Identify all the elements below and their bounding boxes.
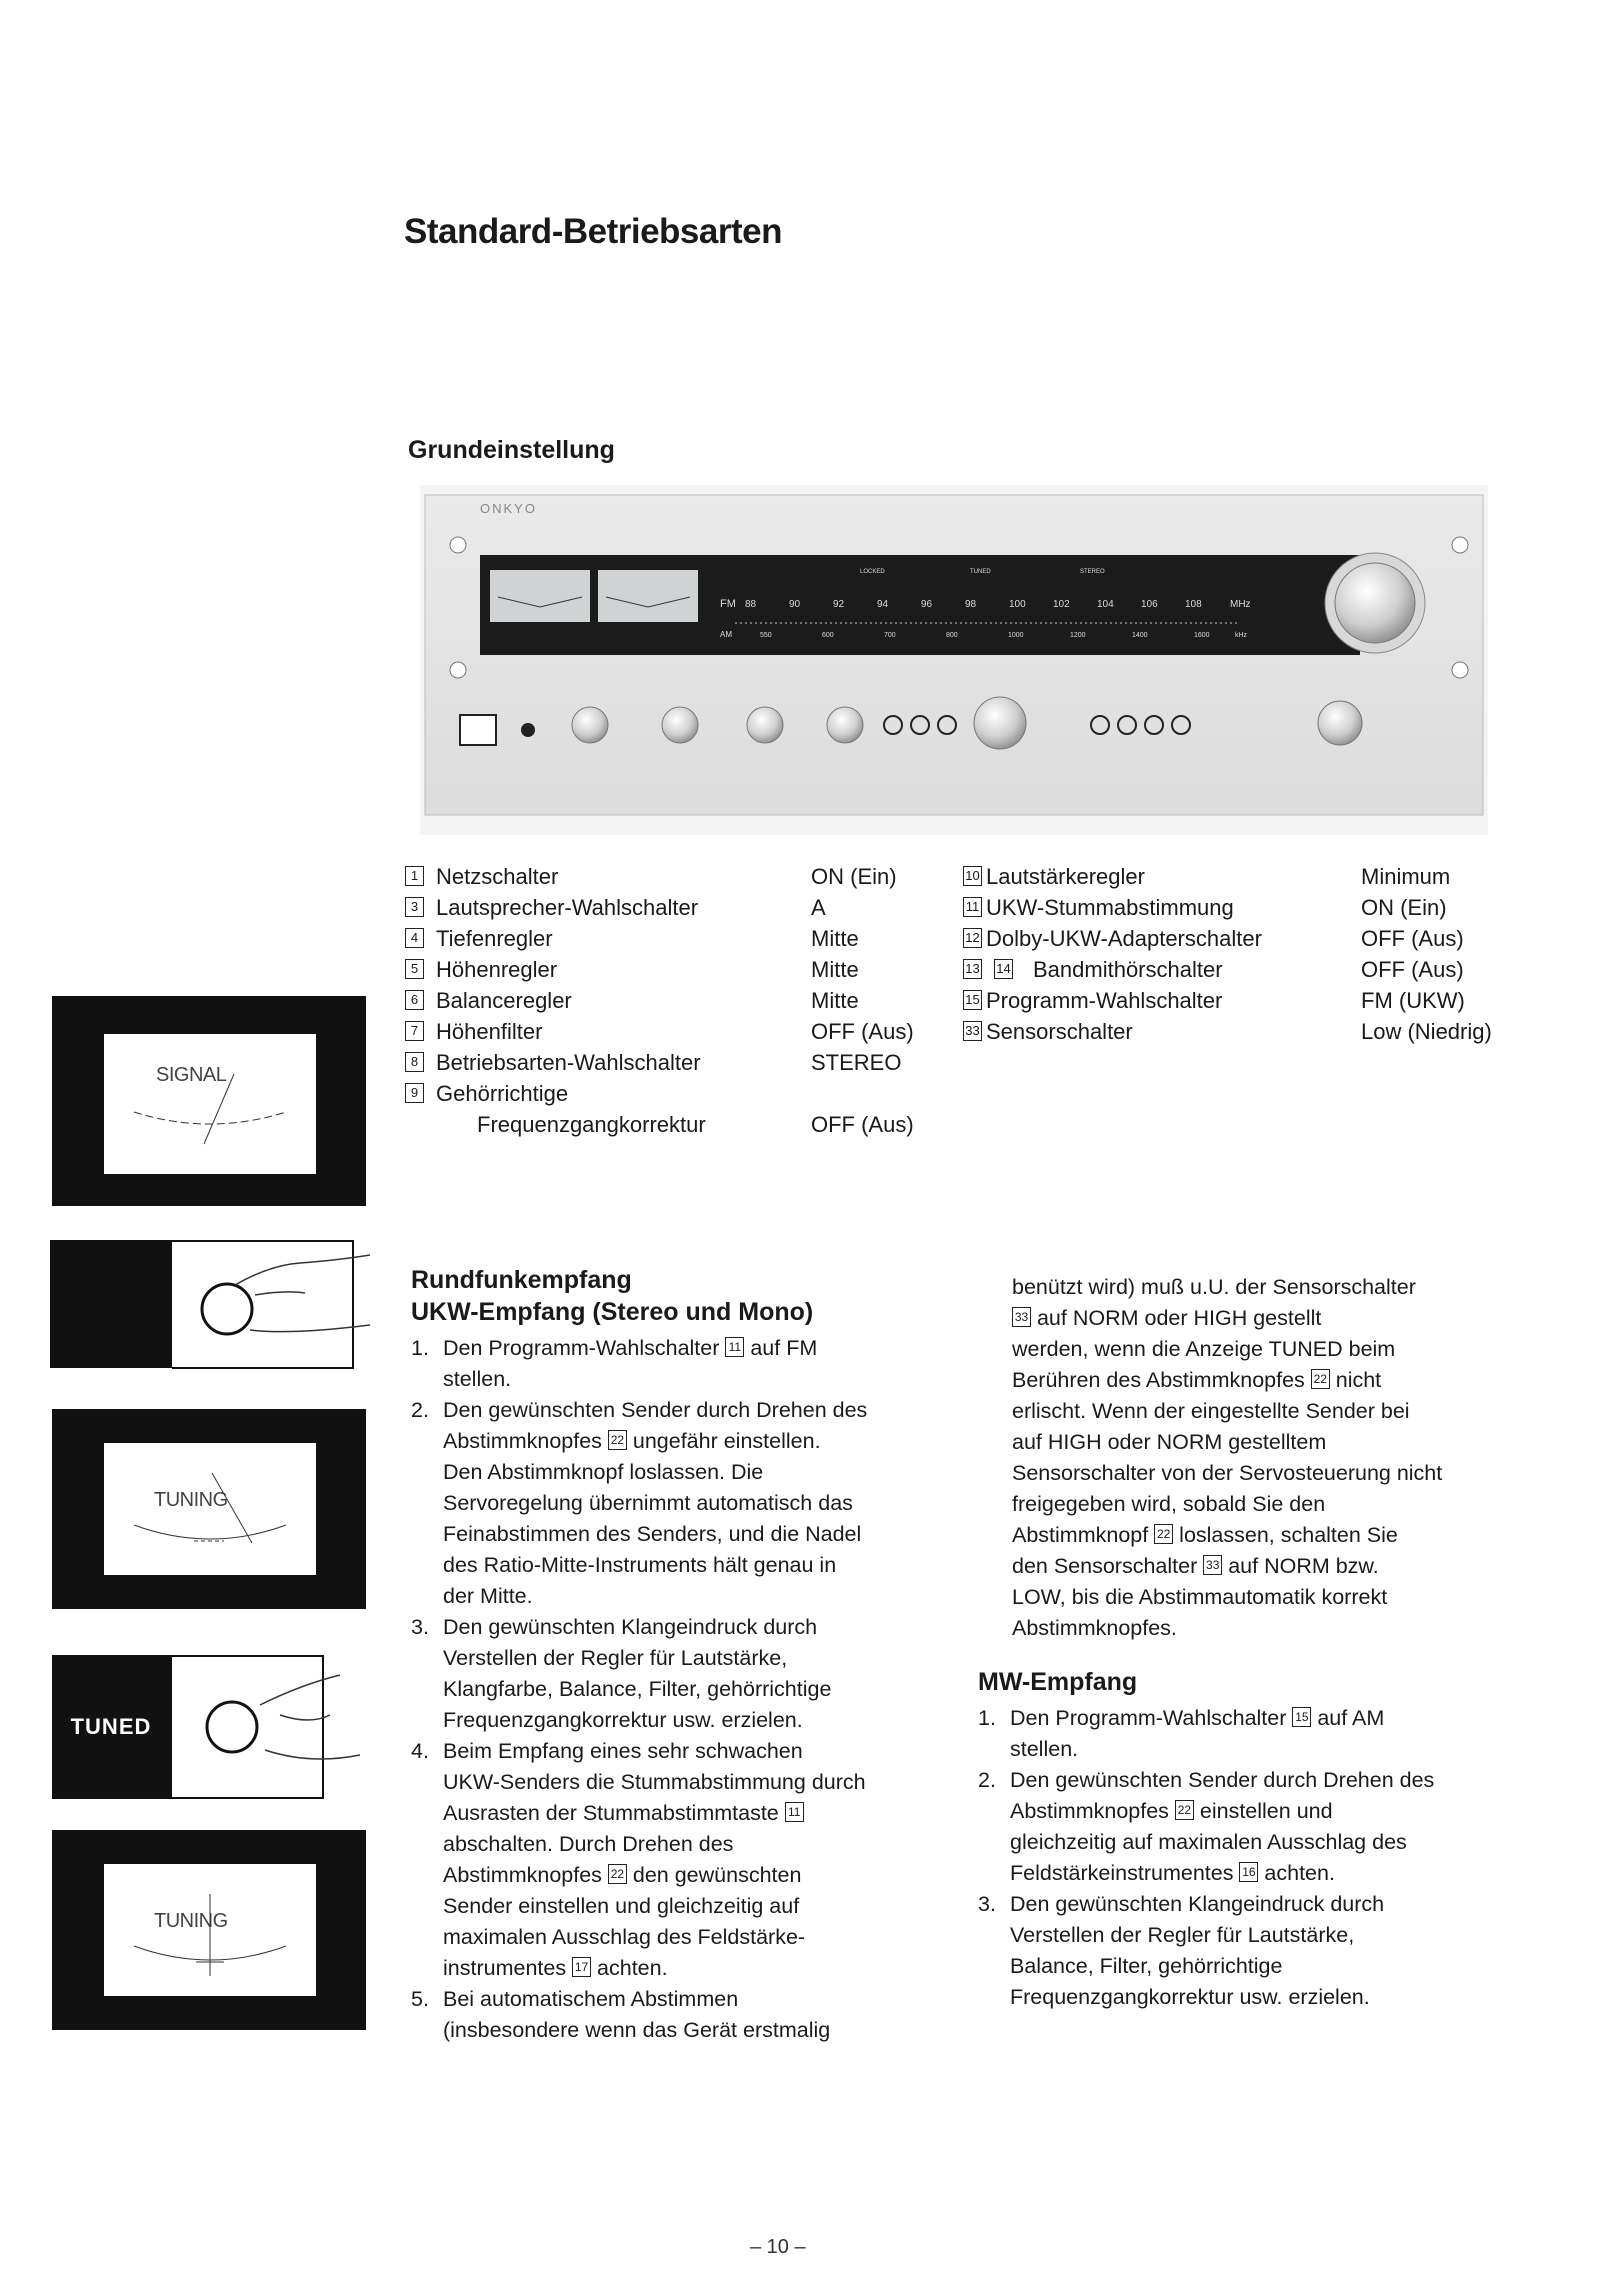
setting-label: Balanceregler bbox=[436, 988, 572, 1013]
step-item bbox=[411, 1984, 951, 2046]
setting-value: OFF (Aus) bbox=[1361, 957, 1464, 982]
indicator-label: STEREO bbox=[1080, 569, 1105, 575]
step-line: maximalen Ausschlag des Feldstärke- bbox=[443, 1925, 806, 1949]
fm-scale-label: 90 bbox=[789, 599, 801, 610]
step-line: gleichzeitig auf maximalen Ausschlag des bbox=[1010, 1830, 1407, 1854]
fm-scale-label: 100 bbox=[1009, 599, 1026, 610]
step-line: Den Abstimmknopf loslassen. Die bbox=[443, 1460, 764, 1484]
continuation-line: auf HIGH oder NORM gestelltem bbox=[1012, 1430, 1327, 1454]
reference-number-box: 33 bbox=[963, 1021, 982, 1041]
setting-label: Frequenzgangkorrektur bbox=[477, 1112, 706, 1137]
reference-number-box: 14 bbox=[994, 959, 1013, 979]
step-number: 5. bbox=[411, 1987, 429, 2011]
continuation-line: freigegeben wird, sobald Sie den bbox=[1012, 1492, 1326, 1516]
indicator-label: LOCKED bbox=[860, 569, 885, 575]
hand-touch-illustration bbox=[170, 1655, 370, 1799]
step-number: 1. bbox=[978, 1706, 996, 1730]
reference-number-box: 22 bbox=[1154, 1524, 1173, 1544]
step-line: Bei automatischem Abstimmen bbox=[443, 1987, 739, 2011]
setting-label: Höhenfilter bbox=[436, 1019, 543, 1044]
step-line: Verstellen der Regler für Lautstärke, bbox=[1010, 1923, 1355, 1947]
continuation-line: Berühren des Abstimmknopfes 22 nicht bbox=[1012, 1368, 1382, 1392]
reference-number-box: 9 bbox=[405, 1083, 424, 1103]
setting-label: Lautstärkeregler bbox=[986, 864, 1145, 889]
step-line: instrumentes 17 achten. bbox=[443, 1956, 668, 1980]
step-item bbox=[411, 1736, 951, 1984]
treble-knob bbox=[747, 707, 783, 743]
am-scale-label: 550 bbox=[760, 632, 772, 639]
setting-value: Minimum bbox=[1361, 864, 1451, 889]
signal-meter bbox=[104, 1034, 316, 1174]
am-scale-label: 1000 bbox=[1008, 632, 1024, 639]
step-line: Den Programm-Wahlschalter 15 auf AM bbox=[1010, 1706, 1385, 1730]
dial-fm-label: FM bbox=[720, 598, 736, 610]
step-line: Abstimmknopfes 22 einstellen und bbox=[1010, 1799, 1333, 1823]
settings-list-left bbox=[405, 861, 935, 1140]
reference-number-box: 15 bbox=[1292, 1707, 1311, 1727]
continuation-line: werden, wenn die Anzeige TUNED beim bbox=[1012, 1337, 1396, 1361]
setting-row bbox=[405, 892, 935, 923]
step-line: Verstellen der Regler für Lautstärke, bbox=[443, 1646, 788, 1670]
step-line: Den gewünschten Sender durch Drehen des bbox=[1010, 1768, 1435, 1792]
continuation-line: den Sensorschalter 33 auf NORM bzw. bbox=[1012, 1554, 1379, 1578]
tuning-meter-1 bbox=[104, 1443, 316, 1575]
am-scale-label: 600 bbox=[822, 632, 834, 639]
balance-knob bbox=[827, 707, 863, 743]
step-number: 2. bbox=[978, 1768, 996, 1792]
am-scale-label: 800 bbox=[946, 632, 958, 639]
selector-knob bbox=[1318, 701, 1362, 745]
step-line: Ausrasten der Stummabstimmtaste 11 bbox=[443, 1798, 951, 1829]
setting-label: Bandmithörschalter bbox=[1033, 957, 1223, 982]
mw-steps-list bbox=[978, 1703, 1538, 2013]
step-line: UKW-Senders die Stummabstimmung durch bbox=[443, 1770, 866, 1794]
continuation-line: LOW, bis die Abstimmautomatik korrekt bbox=[1012, 1585, 1388, 1609]
reference-number-box: 13 bbox=[963, 959, 982, 979]
step-line: Den Programm-Wahlschalter 11 auf FM bbox=[443, 1336, 818, 1360]
setting-row bbox=[405, 985, 935, 1016]
fm-scale-label: 96 bbox=[921, 599, 933, 610]
setting-row bbox=[405, 1047, 935, 1078]
reference-number-box: 22 bbox=[1311, 1369, 1330, 1389]
setting-row bbox=[405, 954, 935, 985]
page-number: – 10 – bbox=[750, 2236, 806, 2258]
tuning-meter-label-2: TUNING bbox=[154, 1910, 228, 1932]
indicator-label: TUNED bbox=[970, 569, 991, 575]
setting-label: Programm-Wahlschalter bbox=[986, 988, 1223, 1013]
tuned-indicator: TUNED bbox=[52, 1655, 170, 1799]
receiver-illustration bbox=[420, 485, 1488, 835]
setting-value: Low (Niedrig) bbox=[1361, 1019, 1492, 1044]
brand-logo: ONKYO bbox=[480, 501, 537, 516]
reference-number-box: 8 bbox=[405, 1052, 424, 1072]
am-scale-label: 700 bbox=[884, 632, 896, 639]
reference-number-box: 22 bbox=[1175, 1800, 1194, 1820]
setting-row bbox=[405, 1109, 935, 1140]
setting-value: ON (Ein) bbox=[811, 864, 897, 889]
heading-ukw-empfang: UKW-Empfang (Stereo und Mono) bbox=[411, 1298, 814, 1326]
ukw-step5-continuation bbox=[1012, 1272, 1552, 1644]
step-line: Den gewünschten Klangeindruck durch bbox=[443, 1615, 818, 1639]
fm-scale-label: 94 bbox=[877, 599, 889, 610]
tuning-meter-panel-2 bbox=[52, 1830, 366, 2030]
step-line: des Ratio-Mitte-Instruments hält genau in bbox=[443, 1553, 837, 1577]
step-line: stellen. bbox=[1010, 1737, 1079, 1761]
step-line: Klangfarbe, Balance, Filter, gehörrichtige bbox=[443, 1677, 832, 1701]
fm-unit: MHz bbox=[1230, 599, 1251, 610]
setting-label: UKW-Stummabstimmung bbox=[986, 895, 1234, 920]
reference-number-box: 17 bbox=[572, 1957, 591, 1977]
bass-knob bbox=[662, 707, 698, 743]
setting-row bbox=[405, 1016, 935, 1047]
step-item bbox=[978, 1703, 1538, 1765]
fm-scale-label: 102 bbox=[1053, 599, 1070, 610]
fm-scale-label: 104 bbox=[1097, 599, 1114, 610]
setting-value: STEREO bbox=[811, 1050, 902, 1075]
reference-number-box: 7 bbox=[405, 1021, 424, 1041]
fm-scale-label: 88 bbox=[745, 599, 757, 610]
settings-list-right bbox=[963, 861, 1533, 1047]
signal-meter-panel bbox=[52, 996, 366, 1206]
continuation-line: benützt wird) muß u.U. der Sensorschalter bbox=[1012, 1275, 1416, 1299]
fm-scale-label: 108 bbox=[1185, 599, 1202, 610]
step-item bbox=[978, 1889, 1538, 2013]
reference-number-box: 11 bbox=[725, 1337, 744, 1357]
setting-value: OFF (Aus) bbox=[1361, 926, 1464, 951]
ukw-steps-list bbox=[411, 1333, 951, 2046]
setting-value: Mitte bbox=[811, 988, 859, 1013]
setting-row bbox=[963, 1016, 1533, 1047]
setting-label: Höhenregler bbox=[436, 957, 558, 982]
reference-number-box: 16 bbox=[1239, 1862, 1258, 1882]
setting-label: Netzschalter bbox=[436, 864, 559, 889]
step-item bbox=[978, 1765, 1538, 1889]
reference-number-box: 1 bbox=[405, 866, 424, 886]
receiver-front-panel bbox=[420, 485, 1488, 835]
step-line: Balance, Filter, gehörrichtige bbox=[1010, 1954, 1283, 1978]
setting-row bbox=[963, 861, 1533, 892]
power-switch bbox=[460, 715, 496, 745]
step-line: Beim Empfang eines sehr schwachen bbox=[443, 1739, 803, 1763]
reference-number-box: 33 bbox=[1203, 1555, 1222, 1575]
reference-number-box: 22 bbox=[608, 1864, 627, 1884]
heading-rundfunkempfang: Rundfunkempfang bbox=[411, 1266, 632, 1294]
step-number: 4. bbox=[411, 1739, 429, 1763]
continuation-line: 33 auf NORM oder HIGH gestellt bbox=[1012, 1303, 1552, 1334]
setting-value: OFF (Aus) bbox=[811, 1112, 914, 1137]
continuation-line: Abstimmknopfes. bbox=[1012, 1616, 1177, 1640]
step-line: abschalten. Durch Drehen des bbox=[443, 1832, 734, 1856]
page-title: Standard-Betriebsarten bbox=[404, 212, 782, 251]
tuning-meter-panel-1 bbox=[52, 1409, 366, 1609]
step-number: 3. bbox=[978, 1892, 996, 1916]
am-scale-label: 1200 bbox=[1070, 632, 1086, 639]
volume-knob bbox=[974, 697, 1026, 749]
step-number: 2. bbox=[411, 1398, 429, 1422]
step-number: 3. bbox=[411, 1615, 429, 1639]
step-line: Sender einstellen und gleichzeitig auf bbox=[443, 1894, 800, 1918]
step-line: Den gewünschten Klangeindruck durch bbox=[1010, 1892, 1385, 1916]
am-unit: kHz bbox=[1235, 632, 1248, 639]
step-line: Abstimmknopfes 22 ungefähr einstellen. bbox=[443, 1429, 821, 1453]
setting-row bbox=[405, 861, 935, 892]
reference-number-box: 11 bbox=[785, 1802, 804, 1822]
step-item bbox=[411, 1395, 951, 1612]
continuation-line: Abstimmknopf 22 loslassen, schalten Sie bbox=[1012, 1523, 1398, 1547]
setting-label: Gehörrichtige bbox=[436, 1081, 569, 1106]
step-line: Frequenzgangkorrektur usw. erzielen. bbox=[1010, 1985, 1370, 2009]
dial-am-label: AM bbox=[720, 630, 732, 639]
setting-row bbox=[963, 892, 1533, 923]
setting-value: Mitte bbox=[811, 926, 859, 951]
am-scale-label: 1400 bbox=[1132, 632, 1148, 639]
continuation-line: erlischt. Wenn der eingestellte Sender bei bbox=[1012, 1399, 1410, 1423]
step-line: Feldstärkeinstrumentes 16 achten. bbox=[1010, 1861, 1335, 1885]
continuation-line: Sensorschalter von der Servosteuerung nicht bbox=[1012, 1461, 1443, 1485]
reference-number-box: 10 bbox=[963, 866, 982, 886]
fm-scale-label: 92 bbox=[833, 599, 845, 610]
speaker-knob bbox=[572, 707, 608, 743]
setting-row bbox=[963, 985, 1533, 1016]
signal-meter-label: SIGNAL bbox=[156, 1064, 227, 1086]
step-line: (insbesondere wenn das Gerät erstmalig bbox=[443, 2018, 831, 2042]
heading-mw-empfang: MW-Empfang bbox=[978, 1668, 1138, 1696]
setting-label: Tiefenregler bbox=[436, 926, 553, 951]
hand-tuning-illustration bbox=[50, 1235, 370, 1375]
reference-number-box: 15 bbox=[963, 990, 982, 1010]
am-scale-label: 1600 bbox=[1194, 632, 1210, 639]
setting-label: Sensorschalter bbox=[986, 1019, 1133, 1044]
setting-value: Mitte bbox=[811, 957, 859, 982]
fm-scale-label: 98 bbox=[965, 599, 977, 610]
tuning-meter-2 bbox=[104, 1864, 316, 1996]
step-item bbox=[411, 1612, 951, 1736]
reference-number-box: 5 bbox=[405, 959, 424, 979]
step-line: Feinabstimmen des Senders, und die Nadel bbox=[443, 1522, 862, 1546]
setting-label: Betriebsarten-Wahlschalter bbox=[436, 1050, 701, 1075]
tuning-meter-label-1: TUNING bbox=[154, 1489, 228, 1511]
reference-number-box: 12 bbox=[963, 928, 982, 948]
setting-label: Dolby-UKW-Adapterschalter bbox=[986, 926, 1262, 951]
step-line: Servoregelung übernimmt automatisch das bbox=[443, 1491, 853, 1515]
tuning-knob bbox=[1335, 563, 1415, 643]
reference-number-box: 4 bbox=[405, 928, 424, 948]
setting-row bbox=[405, 1078, 935, 1109]
reference-number-box: 3 bbox=[405, 897, 424, 917]
setting-row bbox=[963, 923, 1533, 954]
step-line: Frequenzgangkorrektur usw. erzielen. bbox=[443, 1708, 803, 1732]
setting-label: Lautsprecher-Wahlschalter bbox=[436, 895, 699, 920]
phones-jack bbox=[521, 723, 535, 737]
step-line: stellen. bbox=[443, 1367, 512, 1391]
setting-value: OFF (Aus) bbox=[811, 1019, 914, 1044]
reference-number-box: 33 bbox=[1012, 1307, 1031, 1327]
section-heading-grundeinstellung: Grundeinstellung bbox=[408, 436, 615, 464]
setting-row bbox=[963, 954, 1533, 985]
setting-value: FM (UKW) bbox=[1361, 988, 1465, 1013]
reference-number-box: 11 bbox=[963, 897, 982, 917]
step-line: Den gewünschten Sender durch Drehen des bbox=[443, 1398, 868, 1422]
reference-number-box: 6 bbox=[405, 990, 424, 1010]
setting-value: ON (Ein) bbox=[1361, 895, 1447, 920]
fm-scale-label: 106 bbox=[1141, 599, 1158, 610]
reference-number-box: 22 bbox=[608, 1430, 627, 1450]
step-item bbox=[411, 1333, 951, 1395]
step-number: 1. bbox=[411, 1336, 429, 1360]
setting-value: A bbox=[811, 895, 826, 920]
step-line: der Mitte. bbox=[443, 1584, 533, 1608]
setting-row bbox=[405, 923, 935, 954]
step-line: Abstimmknopfes 22 den gewünschten bbox=[443, 1863, 802, 1887]
